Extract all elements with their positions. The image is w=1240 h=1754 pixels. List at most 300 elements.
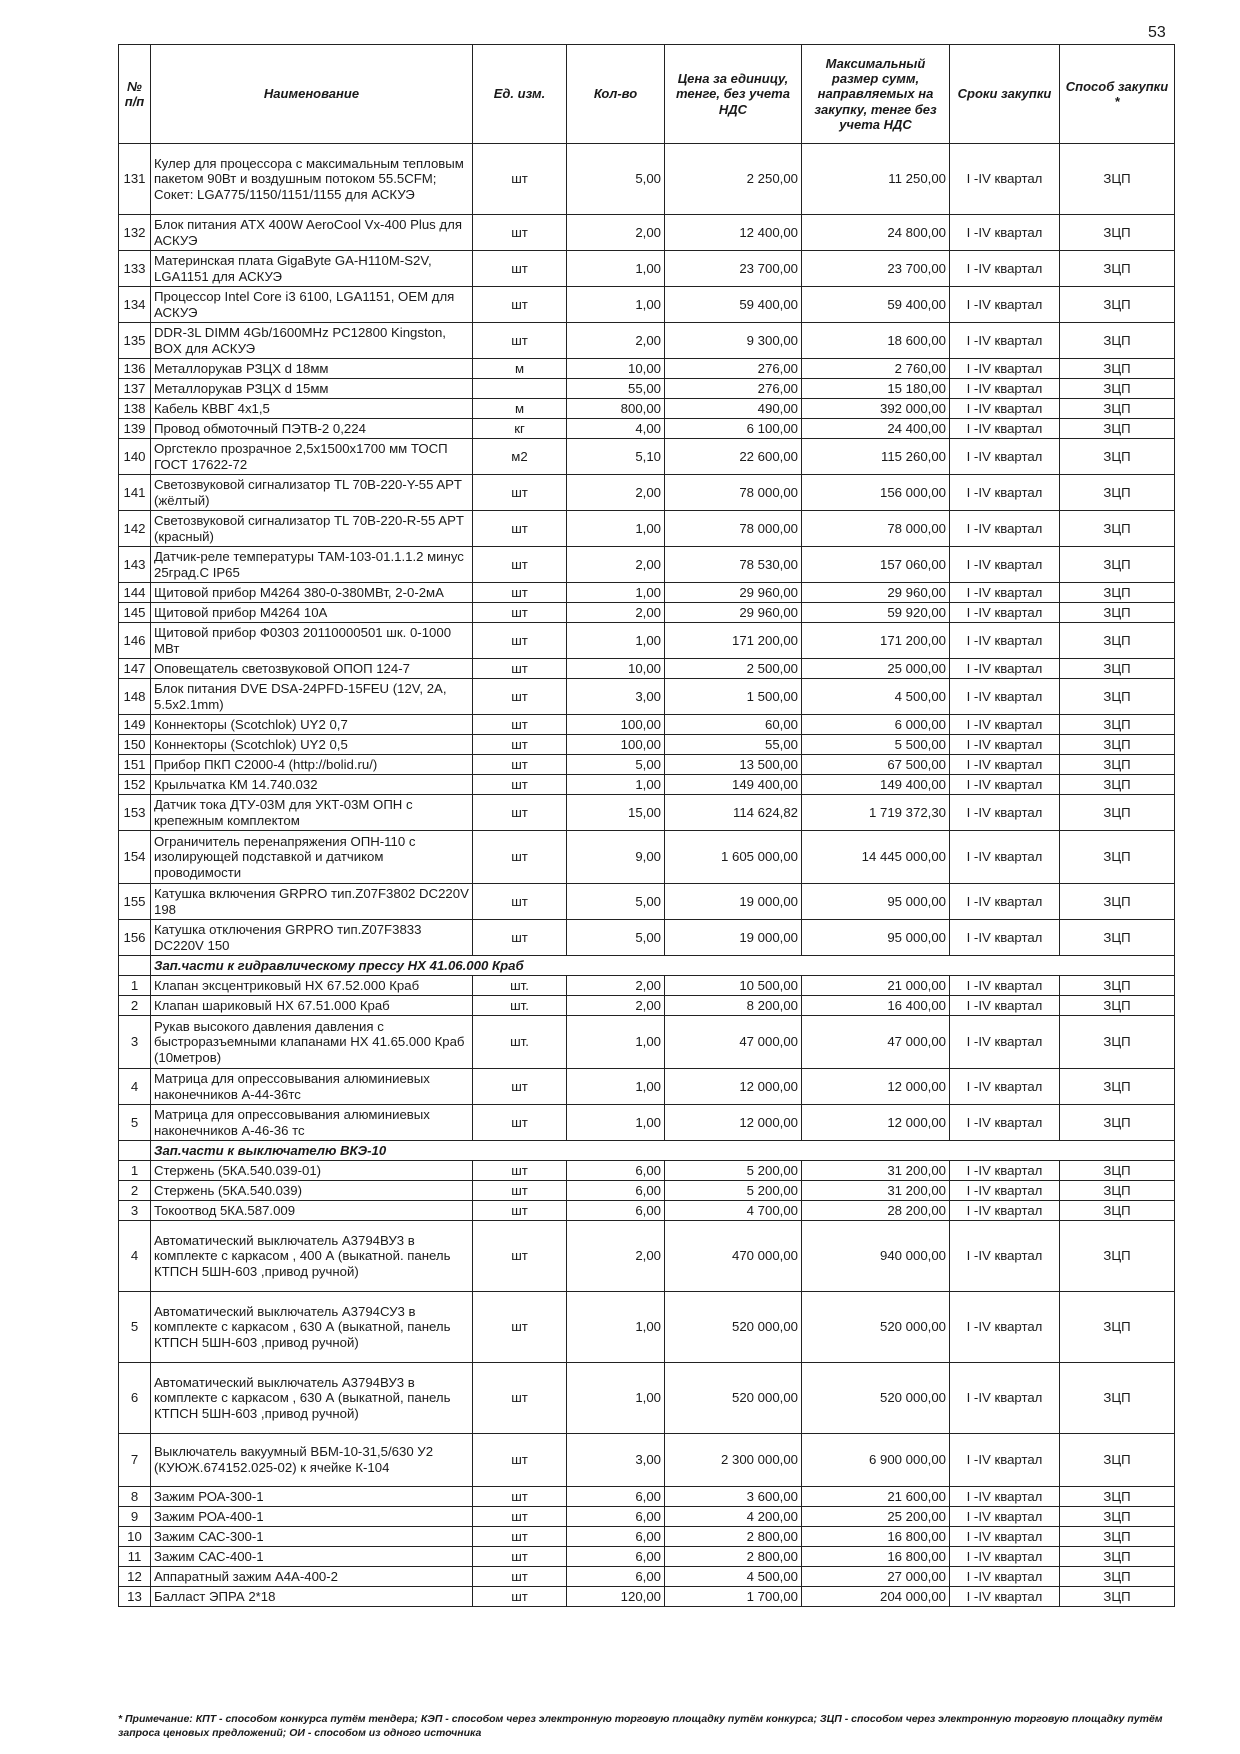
row-number: 12 [119,1567,151,1587]
header-qty: Кол-во [567,45,665,144]
row-term: I -IV квартал [950,1527,1060,1547]
row-name: Клапан эксцентриковый НХ 67.52.000 Краб [151,976,473,996]
row-max-sum: 156 000,00 [802,475,950,511]
row-max-sum: 25 200,00 [802,1507,950,1527]
row-term: I -IV квартал [950,1487,1060,1507]
row-qty: 2,00 [567,323,665,359]
row-term: I -IV квартал [950,419,1060,439]
row-method: ЗЦП [1060,775,1175,795]
row-method: ЗЦП [1060,215,1175,251]
table-row [119,511,1175,547]
row-name: Процессор Intel Core i3 6100, LGA1151, OEM для АСКУЭ [151,287,473,323]
table-row [119,439,1175,475]
row-method: ЗЦП [1060,1161,1175,1181]
row-number: 3 [119,1016,151,1069]
row-qty: 1,00 [567,1105,665,1141]
row-term: I -IV квартал [950,1547,1060,1567]
row-name: DDR-3L DIMM 4Gb/1600MHz PC12800 Kingston, BOX для АСКУЭ [151,323,473,359]
row-price: 2 800,00 [665,1527,802,1547]
table-row [119,679,1175,715]
row-name: Выключатель вакуумный ВБМ-10-31,5/630 У2 (КУЮЖ.674152.025-02) к ячейке К-104 [151,1434,473,1487]
row-price: 1 500,00 [665,679,802,715]
row-max-sum: 12 000,00 [802,1105,950,1141]
row-method: ЗЦП [1060,547,1175,583]
row-qty: 10,00 [567,659,665,679]
row-number: 132 [119,215,151,251]
row-max-sum: 59 400,00 [802,287,950,323]
row-max-sum: 14 445 000,00 [802,831,950,884]
row-method: ЗЦП [1060,1507,1175,1527]
row-unit: шт [473,1105,567,1141]
row-price: 19 000,00 [665,920,802,956]
row-number: 13 [119,1587,151,1607]
row-qty: 1,00 [567,251,665,287]
row-number: 134 [119,287,151,323]
row-price: 5 200,00 [665,1181,802,1201]
row-term: I -IV квартал [950,795,1060,831]
row-method: ЗЦП [1060,831,1175,884]
row-unit: шт [473,287,567,323]
row-method: ЗЦП [1060,1547,1175,1567]
row-number: 156 [119,920,151,956]
row-term: I -IV квартал [950,603,1060,623]
row-max-sum: 21 600,00 [802,1487,950,1507]
row-number: 145 [119,603,151,623]
row-max-sum: 31 200,00 [802,1181,950,1201]
row-term: I -IV квартал [950,775,1060,795]
row-unit: шт [473,795,567,831]
row-max-sum: 6 000,00 [802,715,950,735]
row-name: Ограничитель перенапряжения ОПН-110 с изолирующей подставкой и датчиком проводимости [151,831,473,884]
row-method: ЗЦП [1060,379,1175,399]
row-number: 2 [119,996,151,1016]
row-max-sum: 95 000,00 [802,920,950,956]
row-max-sum: 23 700,00 [802,251,950,287]
row-qty: 800,00 [567,399,665,419]
header-term: Сроки закупки [950,45,1060,144]
row-term: I -IV квартал [950,1069,1060,1105]
table-row [119,1069,1175,1105]
row-number: 11 [119,1547,151,1567]
table-row [119,884,1175,920]
row-method: ЗЦП [1060,1105,1175,1141]
table-row [119,144,1175,215]
row-max-sum: 2 760,00 [802,359,950,379]
row-qty: 1,00 [567,1363,665,1434]
row-name: Металлорукав РЗЦХ d 18мм [151,359,473,379]
row-term: I -IV квартал [950,996,1060,1016]
row-qty: 3,00 [567,1434,665,1487]
table-row [119,359,1175,379]
row-unit [473,379,567,399]
row-unit: шт [473,251,567,287]
row-unit: шт [473,1363,567,1434]
row-price: 13 500,00 [665,755,802,775]
row-unit: кг [473,419,567,439]
table-row [119,1105,1175,1141]
row-number: 154 [119,831,151,884]
row-name: Катушка отключения GRPRO тип.Z07F3833 DC220V 150 [151,920,473,956]
table-row [119,1221,1175,1292]
row-method: ЗЦП [1060,1292,1175,1363]
row-method: ЗЦП [1060,715,1175,735]
row-max-sum: 15 180,00 [802,379,950,399]
row-method: ЗЦП [1060,1567,1175,1587]
row-number: 151 [119,755,151,775]
row-unit: шт [473,679,567,715]
row-name: Оргстекло прозрачное 2,5х1500х1700 мм ТОСП ГОСТ 17622-72 [151,439,473,475]
row-unit: шт. [473,1016,567,1069]
row-price: 520 000,00 [665,1363,802,1434]
row-qty: 2,00 [567,547,665,583]
row-method: ЗЦП [1060,1181,1175,1201]
section-num-cell [119,1141,151,1161]
row-method: ЗЦП [1060,795,1175,831]
row-term: I -IV квартал [950,511,1060,547]
row-qty: 1,00 [567,1016,665,1069]
row-qty: 2,00 [567,603,665,623]
row-price: 490,00 [665,399,802,419]
row-name: Материнская плата GigaByte GA-H110M-S2V, LGA1151 для АСКУЭ [151,251,473,287]
row-method: ЗЦП [1060,1527,1175,1547]
row-name: Токоотвод 5КА.587.009 [151,1201,473,1221]
row-unit: м [473,399,567,419]
row-unit: шт [473,1567,567,1587]
row-name: Клапан шариковый НХ 67.51.000 Краб [151,996,473,1016]
row-term: I -IV квартал [950,1507,1060,1527]
row-method: ЗЦП [1060,419,1175,439]
row-method: ЗЦП [1060,475,1175,511]
row-term: I -IV квартал [950,251,1060,287]
row-number: 142 [119,511,151,547]
row-qty: 6,00 [567,1567,665,1587]
row-term: I -IV квартал [950,323,1060,359]
row-method: ЗЦП [1060,735,1175,755]
row-term: I -IV квартал [950,659,1060,679]
row-qty: 2,00 [567,1221,665,1292]
row-max-sum: 95 000,00 [802,884,950,920]
row-max-sum: 24 800,00 [802,215,950,251]
row-unit: шт [473,1201,567,1221]
row-unit: шт. [473,976,567,996]
row-unit: шт [473,1069,567,1105]
table-row [119,920,1175,956]
row-price: 47 000,00 [665,1016,802,1069]
row-name: Светозвуковой сигнализатор TL 70B-220-R-55 APT (красный) [151,511,473,547]
row-unit: шт [473,323,567,359]
row-unit: шт [473,511,567,547]
row-term: I -IV квартал [950,144,1060,215]
row-max-sum: 392 000,00 [802,399,950,419]
row-unit: м [473,359,567,379]
row-max-sum: 28 200,00 [802,1201,950,1221]
row-max-sum: 18 600,00 [802,323,950,359]
row-name: Зажим РОА-400-1 [151,1507,473,1527]
table-row [119,1434,1175,1487]
row-name: Катушка включения GRPRO тип.Z07F3802 DC220V 198 [151,884,473,920]
row-max-sum: 11 250,00 [802,144,950,215]
row-max-sum: 67 500,00 [802,755,950,775]
row-qty: 6,00 [567,1181,665,1201]
row-method: ЗЦП [1060,144,1175,215]
row-number: 146 [119,623,151,659]
table-row [119,659,1175,679]
row-price: 276,00 [665,379,802,399]
row-method: ЗЦП [1060,511,1175,547]
row-max-sum: 27 000,00 [802,1567,950,1587]
row-name: Крыльчатка КМ 14.740.032 [151,775,473,795]
row-number: 8 [119,1487,151,1507]
row-number: 9 [119,1507,151,1527]
row-name: Кулер для процессора с максимальным тепловым пакетом 90Вт и воздушным потоком 55.5CFM; Сокет: LGA775/1150/1151/1155 для АСКУЭ [151,144,473,215]
row-name: Блок питания ATX 400W AeroCool Vx-400 Plus для АСКУЭ [151,215,473,251]
row-term: I -IV квартал [950,884,1060,920]
row-max-sum: 78 000,00 [802,511,950,547]
table-row [119,1527,1175,1547]
header-name: Наименование [151,45,473,144]
row-price: 4 700,00 [665,1201,802,1221]
row-name: Матрица для опрессовывания алюминиевых наконечников А-44-36тс [151,1069,473,1105]
row-term: I -IV квартал [950,1161,1060,1181]
row-method: ЗЦП [1060,1434,1175,1487]
row-price: 8 200,00 [665,996,802,1016]
row-unit: шт [473,775,567,795]
header-price: Цена за единицу, тенге, без учета НДС [665,45,802,144]
row-number: 5 [119,1292,151,1363]
table-row [119,323,1175,359]
row-unit: шт [473,144,567,215]
table-row [119,795,1175,831]
page-number: 53 [1148,24,1166,41]
row-max-sum: 25 000,00 [802,659,950,679]
table-row [119,1161,1175,1181]
row-term: I -IV квартал [950,1016,1060,1069]
row-max-sum: 47 000,00 [802,1016,950,1069]
row-number: 135 [119,323,151,359]
table-body [119,144,1175,1607]
row-number: 144 [119,583,151,603]
row-max-sum: 6 900 000,00 [802,1434,950,1487]
row-price: 10 500,00 [665,976,802,996]
row-price: 171 200,00 [665,623,802,659]
row-price: 12 000,00 [665,1105,802,1141]
row-number: 3 [119,1201,151,1221]
row-qty: 1,00 [567,511,665,547]
row-price: 78 000,00 [665,475,802,511]
row-method: ЗЦП [1060,755,1175,775]
table-row [119,251,1175,287]
row-unit: шт [473,755,567,775]
row-qty: 120,00 [567,1587,665,1607]
row-term: I -IV квартал [950,547,1060,583]
row-price: 60,00 [665,715,802,735]
row-term: I -IV квартал [950,1292,1060,1363]
row-unit: шт [473,1527,567,1547]
row-max-sum: 59 920,00 [802,603,950,623]
row-term: I -IV квартал [950,976,1060,996]
row-name: Зажим РОА-300-1 [151,1487,473,1507]
row-unit: шт [473,1181,567,1201]
row-max-sum: 520 000,00 [802,1292,950,1363]
row-method: ЗЦП [1060,976,1175,996]
row-number: 5 [119,1105,151,1141]
row-method: ЗЦП [1060,399,1175,419]
row-price: 29 960,00 [665,583,802,603]
row-qty: 5,00 [567,144,665,215]
row-number: 153 [119,795,151,831]
row-term: I -IV квартал [950,1363,1060,1434]
row-name: Рукав высокого давления давления с быстроразъемными клапанами НХ 41.65.000 Краб (10метров) [151,1016,473,1069]
table-row [119,1587,1175,1607]
row-number: 1 [119,1161,151,1181]
row-name: Светозвуковой сигнализатор TL 70B-220-Y-55 APT (жёлтый) [151,475,473,511]
table-row [119,1547,1175,1567]
row-method: ЗЦП [1060,679,1175,715]
row-term: I -IV квартал [950,715,1060,735]
row-unit: шт [473,1292,567,1363]
row-name: Коннекторы (Scotchlok) UY2 0,5 [151,735,473,755]
row-name: Блок питания DVE DSA-24PFD-15FEU (12V, 2A, 5.5x2.1mm) [151,679,473,715]
row-qty: 5,00 [567,920,665,956]
row-price: 2 500,00 [665,659,802,679]
row-term: I -IV квартал [950,679,1060,715]
row-number: 10 [119,1527,151,1547]
row-name: Автоматический выключатель А3794ВУ3 в комплекте с каркасом , 400 А (выкатной. панель КТПСН 5ШН-603 ,привод ручной) [151,1221,473,1292]
section-num-cell [119,956,151,976]
header-method: Способ закупки * [1060,45,1175,144]
row-price: 78 530,00 [665,547,802,583]
row-unit: шт [473,475,567,511]
row-qty: 1,00 [567,1069,665,1105]
row-max-sum: 29 960,00 [802,583,950,603]
row-term: I -IV квартал [950,379,1060,399]
row-unit: шт [473,623,567,659]
row-term: I -IV квартал [950,287,1060,323]
row-method: ЗЦП [1060,920,1175,956]
row-qty: 2,00 [567,976,665,996]
row-qty: 6,00 [567,1547,665,1567]
row-name: Автоматический выключатель А3794СУ3 в комплекте с каркасом , 630 А (выкатной, панель КТПСН 5ШН-603 ,привод ручной) [151,1292,473,1363]
row-unit: шт [473,215,567,251]
row-name: Аппаратный зажим А4А-400-2 [151,1567,473,1587]
header-max-sum: Максимальный размер сумм, направляемых на закупку, тенге без учета НДС [802,45,950,144]
section-row [119,956,1175,976]
row-method: ЗЦП [1060,1587,1175,1607]
row-qty: 1,00 [567,287,665,323]
row-price: 55,00 [665,735,802,755]
row-unit: шт [473,735,567,755]
table-row [119,623,1175,659]
row-term: I -IV квартал [950,399,1060,419]
row-number: 7 [119,1434,151,1487]
row-price: 23 700,00 [665,251,802,287]
row-qty: 5,10 [567,439,665,475]
row-qty: 15,00 [567,795,665,831]
table-row [119,379,1175,399]
row-unit: шт [473,1587,567,1607]
table-row [119,1507,1175,1527]
row-max-sum: 157 060,00 [802,547,950,583]
row-number: 1 [119,976,151,996]
row-method: ЗЦП [1060,884,1175,920]
row-method: ЗЦП [1060,359,1175,379]
row-price: 2 250,00 [665,144,802,215]
row-unit: шт [473,1487,567,1507]
row-method: ЗЦП [1060,1363,1175,1434]
row-max-sum: 4 500,00 [802,679,950,715]
row-price: 2 800,00 [665,1547,802,1567]
table-row [119,215,1175,251]
row-qty: 6,00 [567,1527,665,1547]
row-name: Стержень (5КА.540.039-01) [151,1161,473,1181]
row-qty: 1,00 [567,1292,665,1363]
row-number: 138 [119,399,151,419]
row-number: 139 [119,419,151,439]
row-term: I -IV квартал [950,359,1060,379]
row-max-sum: 171 200,00 [802,623,950,659]
row-name: Зажим САС-300-1 [151,1527,473,1547]
row-number: 136 [119,359,151,379]
row-name: Балласт ЭПРА 2*18 [151,1587,473,1607]
row-name: Датчик-реле температуры ТАМ-103-01.1.1.2 минус 25град.С IP65 [151,547,473,583]
table-row [119,1181,1175,1201]
table-row [119,831,1175,884]
row-price: 4 200,00 [665,1507,802,1527]
row-price: 59 400,00 [665,287,802,323]
table-row [119,1201,1175,1221]
row-qty: 55,00 [567,379,665,399]
row-number: 150 [119,735,151,755]
row-term: I -IV квартал [950,439,1060,475]
row-max-sum: 1 719 372,30 [802,795,950,831]
row-max-sum: 5 500,00 [802,735,950,755]
row-name: Стержень (5КА.540.039) [151,1181,473,1201]
row-price: 520 000,00 [665,1292,802,1363]
row-number: 143 [119,547,151,583]
procurement-table [118,44,1175,1607]
row-qty: 5,00 [567,755,665,775]
row-price: 19 000,00 [665,884,802,920]
row-price: 1 605 000,00 [665,831,802,884]
table-row [119,583,1175,603]
row-price: 1 700,00 [665,1587,802,1607]
row-price: 6 100,00 [665,419,802,439]
table-row [119,547,1175,583]
row-price: 3 600,00 [665,1487,802,1507]
row-method: ЗЦП [1060,1487,1175,1507]
row-name: Щитовой прибор М4264 380-0-380МВт, 2-0-2мА [151,583,473,603]
row-price: 149 400,00 [665,775,802,795]
row-price: 9 300,00 [665,323,802,359]
table-row [119,996,1175,1016]
row-method: ЗЦП [1060,659,1175,679]
row-unit: шт [473,583,567,603]
row-name: Провод обмоточный ПЭТВ-2 0,224 [151,419,473,439]
row-term: I -IV квартал [950,1201,1060,1221]
row-term: I -IV квартал [950,1181,1060,1201]
row-unit: шт [473,831,567,884]
row-max-sum: 16 800,00 [802,1547,950,1567]
row-max-sum: 940 000,00 [802,1221,950,1292]
row-method: ЗЦП [1060,439,1175,475]
row-name: Датчик тока ДТУ-03М для УКТ-03М ОПН с крепежным комплектом [151,795,473,831]
row-method: ЗЦП [1060,603,1175,623]
row-method: ЗЦП [1060,251,1175,287]
section-row [119,1141,1175,1161]
row-name: Автоматический выключатель А3794ВУ3 в комплекте с каркасом , 630 А (выкатной, панель КТПСН 5ШН-603 ,привод ручной) [151,1363,473,1434]
table-row [119,1363,1175,1434]
row-unit: шт [473,547,567,583]
